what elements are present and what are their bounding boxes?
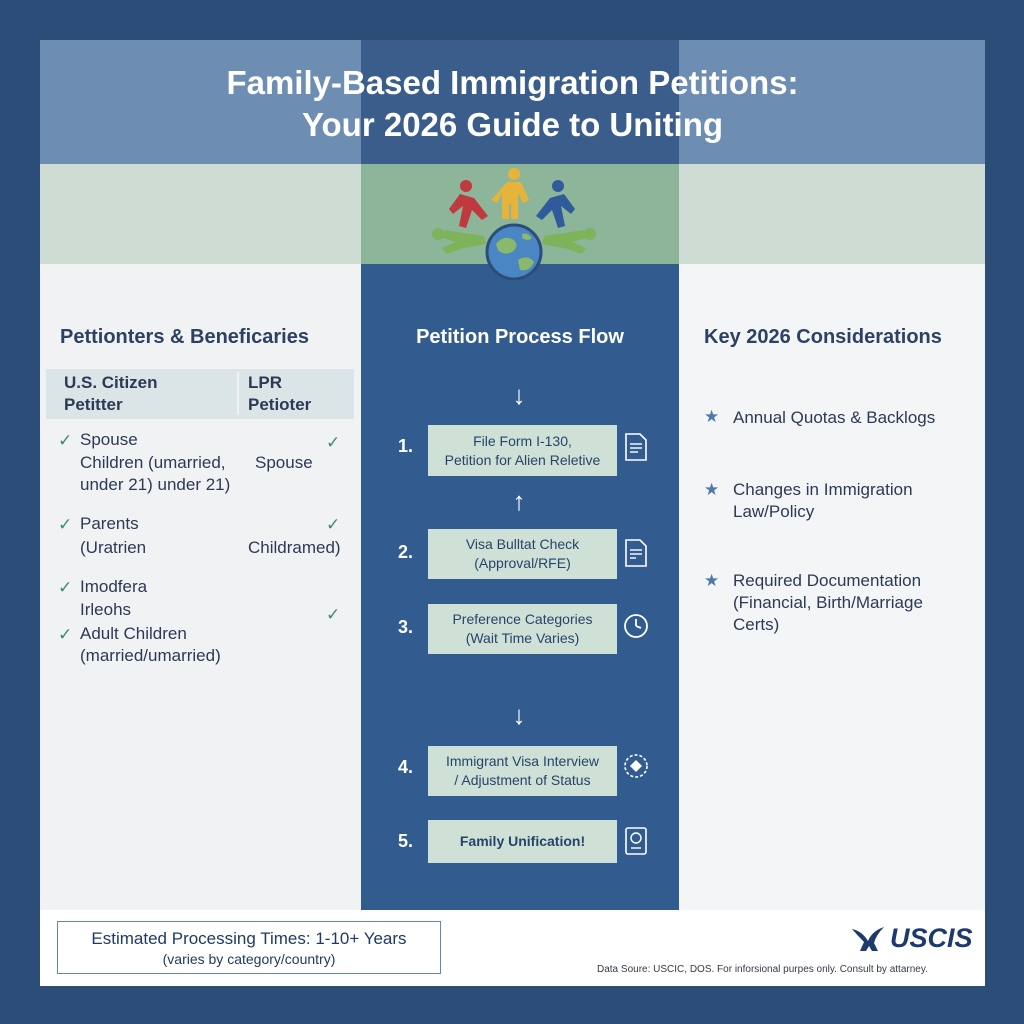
check-icon: ✓: [326, 515, 341, 534]
arrow-up-icon: ↑: [512, 486, 526, 516]
star-icon: ★: [704, 407, 720, 426]
list-item: Children (umarried,: [80, 453, 226, 472]
middle-column: [361, 264, 679, 910]
step-box-3: [428, 604, 617, 654]
uscis-logo: [850, 921, 973, 955]
arrow-down-icon: ↓: [512, 700, 526, 730]
processing-times-title: Estimated Processing Times: 1-10+ Years: [91, 929, 407, 948]
consideration-item: (Financial, Birth/Marriage: [733, 593, 923, 612]
list-item: Parents: [80, 514, 139, 533]
check-icon: ✓: [58, 431, 73, 450]
title-line-1: Family-Based Immigration Petitions:: [226, 64, 799, 101]
check-icon: ✓: [326, 605, 341, 624]
step-number: 4.: [398, 757, 414, 777]
list-item: Childramed): [248, 538, 341, 557]
processing-times-box: [57, 921, 441, 974]
page-title: [40, 62, 985, 146]
col2-line1: LPR: [248, 373, 282, 392]
step-box-4: [428, 746, 617, 796]
check-icon: ✓: [326, 433, 341, 452]
step-box-1: [428, 425, 617, 476]
consideration-item: Annual Quotas & Backlogs: [733, 408, 936, 427]
col1-line2: Petitter: [64, 395, 123, 414]
eagle-icon: [850, 923, 886, 953]
step-number: 3.: [398, 617, 414, 637]
list-item: Imodfera: [80, 577, 148, 596]
step-2-line1: Visa Bulltat Check: [465, 536, 580, 552]
processing-times-note: (varies by category/country): [162, 951, 336, 967]
step-box-2: [428, 529, 617, 579]
list-item: Spouse: [255, 453, 313, 472]
list-item: under 21) under 21): [80, 475, 231, 494]
form-icon: [622, 538, 650, 568]
step-1-line1: File Form I-130,: [473, 432, 572, 449]
step-number: 1.: [398, 436, 414, 456]
check-icon: ✓: [58, 578, 73, 597]
list-item: (Uratrien: [80, 538, 147, 557]
check-icon: ✓: [58, 515, 73, 534]
star-icon: ★: [704, 480, 720, 499]
data-source-note: Data Soure: USCIC, DOS. For inforsional purpes only. Consult by attarney.: [597, 964, 928, 975]
document-icon: [622, 432, 650, 462]
seal-icon: [622, 752, 650, 782]
step-box-5: [428, 820, 617, 863]
arrow-down-icon: ↓: [512, 380, 526, 410]
table-header-divider: [237, 372, 239, 414]
list-item: Adult Children: [80, 624, 187, 643]
step-1-line2: Petition for Alien Reletive: [444, 451, 601, 468]
star-icon: ★: [704, 571, 720, 590]
consideration-item: Required Documentation: [733, 571, 922, 590]
consideration-item: Law/Policy: [733, 502, 815, 521]
col1-line1: U.S. Citizen: [64, 373, 158, 392]
step-number: 2.: [398, 542, 414, 562]
step-3-line1: Preference Categories: [452, 611, 593, 627]
family-globe-icon: [430, 164, 610, 280]
list-item: Irleohs: [80, 600, 132, 619]
uscis-logo-text: USCIS: [890, 922, 973, 953]
consideration-item: Changes in Immigration: [733, 480, 913, 499]
col-header-lpr: [248, 372, 311, 416]
step-5-line1: Family Unification!: [459, 833, 586, 849]
list-item: Spouse: [80, 430, 138, 449]
clock-icon: [622, 612, 650, 642]
list-item: (married/umarried): [80, 646, 221, 665]
step-2-line2: (Approval/RFE): [474, 555, 571, 571]
col-header-us-citizen: [64, 372, 158, 416]
step-4-line1: Immigrant Visa Interview: [445, 753, 599, 769]
consideration-item: Certs): [733, 615, 780, 634]
check-icon: ✓: [58, 625, 73, 644]
considerations-heading: Key 2026 Considerations: [704, 326, 942, 348]
step-number: 5.: [398, 831, 414, 851]
step-4-line2: / Adjustment of Status: [454, 772, 591, 788]
passport-icon: [622, 826, 650, 856]
petitioners-heading: Pettionters & Beneficaries: [60, 326, 309, 348]
col2-line2: Petioter: [248, 395, 312, 414]
title-line-2: Your 2026 Guide to Uniting: [301, 106, 724, 143]
process-flow-heading: Petition Process Flow: [416, 326, 624, 348]
step-3-line2: (Wait Time Varies): [465, 630, 580, 646]
